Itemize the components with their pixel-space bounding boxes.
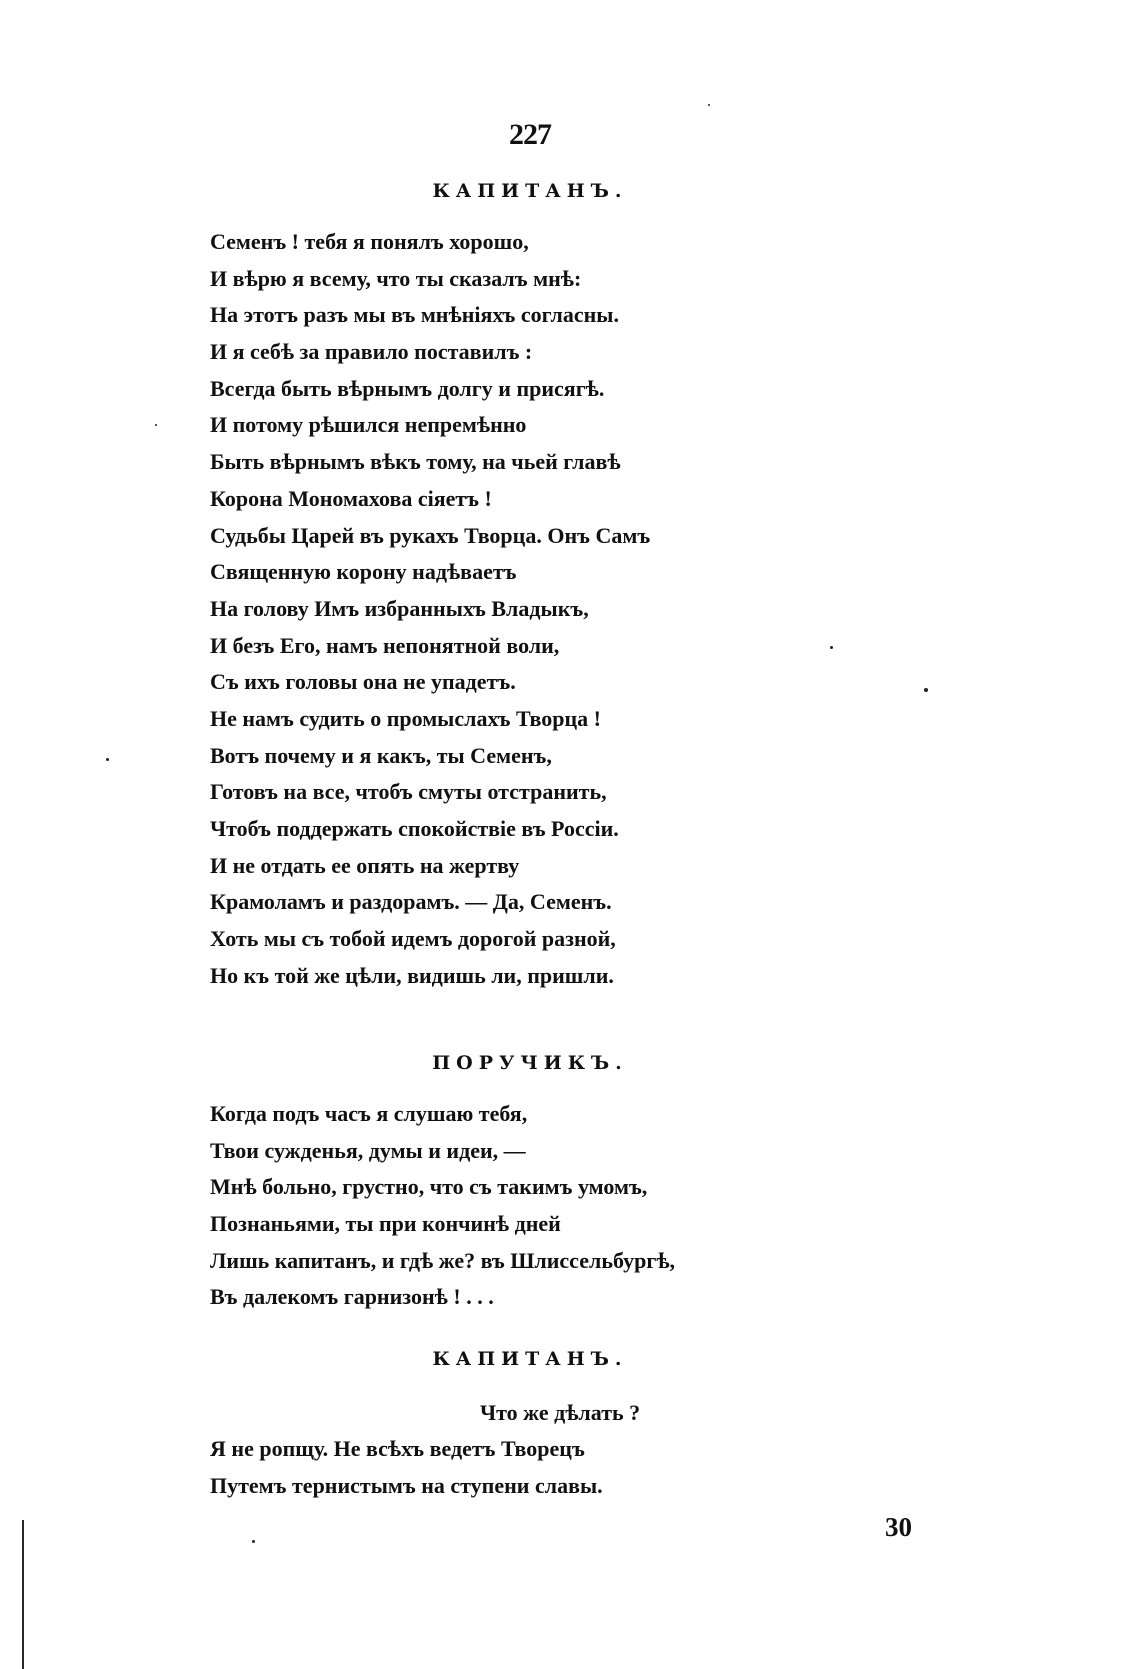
- verse-line: Хоть мы съ тобой идемъ дорогой разной,: [210, 926, 616, 952]
- verse-block-lieutenant: [210, 1096, 675, 1316]
- speaker-heading-captain: КАПИТАНЪ.: [432, 180, 628, 202]
- page-number: 227: [509, 118, 551, 151]
- verse-line: И я себѣ за правило поставилъ :: [210, 339, 533, 365]
- verse-line: Я не ропщу. Не всѣхъ ведетъ Творецъ: [210, 1436, 585, 1461]
- verse-line: Крамоламъ и раздорамъ. — Да, Семенъ.: [210, 889, 612, 915]
- verse-line: Священную корону надѣваетъ: [210, 559, 517, 585]
- verse-line: Корона Мономахова сіяетъ !: [210, 485, 492, 511]
- signature-mark: 30: [885, 1512, 912, 1542]
- verse-line: Лишь капитанъ, и гдѣ же? въ Шлиссельбургѣ,: [210, 1247, 676, 1273]
- speaker-heading-lieutenant: ПОРУЧИКЪ.: [432, 1052, 628, 1074]
- verse-line: Быть вѣрнымъ вѣкъ тому, на чьей главѣ: [210, 449, 621, 475]
- verse-line: Чтобъ поддержать спокойствіе въ Россіи.: [210, 816, 619, 841]
- verse-line: Готовъ на все, чтобъ смуты отстранить,: [210, 779, 607, 805]
- verse-line: Судьбы Царей въ рукахъ Творца. Онъ Самъ: [210, 522, 651, 548]
- verse-line: И не отдать ее опять на жертву: [210, 852, 520, 878]
- verse-line: Твои сужденья, думы и идеи, —: [210, 1137, 526, 1163]
- verse-block-captain-2: [210, 1431, 603, 1504]
- verse-line: Мнѣ больно, грустно, что съ такимъ умомъ,: [210, 1174, 648, 1200]
- verse-line: Съ ихъ головы она не упадетъ.: [210, 669, 516, 695]
- verse-line: Когда подъ часъ я слушаю тебя,: [210, 1101, 528, 1126]
- verse-line: Не намъ судить о промыслахъ Творца !: [210, 705, 601, 731]
- ink-speck: [708, 104, 710, 106]
- ink-speck: [106, 758, 109, 761]
- verse-line: На голову Имъ избранныхъ Владыкъ,: [210, 595, 589, 621]
- verse-line: Вотъ почему и я какъ, ты Семенъ,: [210, 742, 552, 768]
- verse-line: На этотъ разъ мы въ мнѣніяхъ согласны.: [210, 302, 619, 328]
- verse-line: Путемъ тернистымъ на ступени славы.: [210, 1472, 603, 1498]
- ink-speck: [924, 688, 928, 692]
- verse-line: И безъ Его, намъ непонятной воли,: [210, 632, 560, 658]
- verse-block-captain: [210, 224, 650, 994]
- verse-line: И вѣрю я всему, что ты сказалъ мнѣ:: [210, 265, 582, 291]
- verse-line: И потому рѣшился непремѣнно: [210, 412, 527, 438]
- ink-speck: [252, 1540, 255, 1543]
- indented-verse-line: Что же дѣлать ?: [480, 1400, 641, 1425]
- verse-line: Но къ той же цѣли, видишь ли, пришли.: [210, 962, 614, 988]
- ink-speck: [830, 646, 833, 649]
- verse-line: Всегда быть вѣрнымъ долгу и присягѣ.: [210, 375, 605, 401]
- verse-line: Въ далекомъ гарнизонѣ ! . . .: [210, 1284, 494, 1310]
- verse-line: Познаньями, ты при кончинѣ дней: [210, 1211, 561, 1237]
- ink-speck: [155, 424, 157, 426]
- scan-edge-line: [22, 1520, 24, 1669]
- verse-line: Семенъ ! тебя я понялъ хорошо,: [210, 229, 529, 254]
- speaker-heading-captain-2: КАПИТАНЪ.: [432, 1348, 628, 1370]
